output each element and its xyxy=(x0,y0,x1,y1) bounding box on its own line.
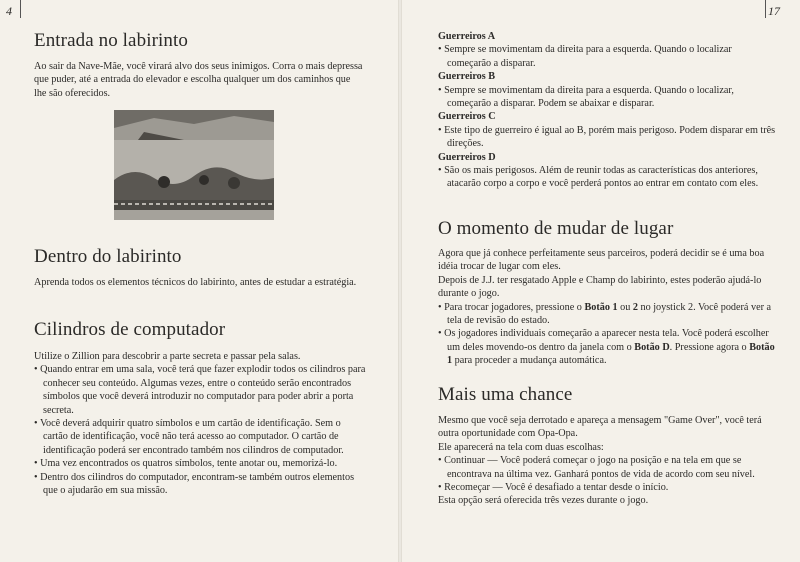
paragraph-cilindros xyxy=(34,350,366,497)
list-item: • Você deverá adquirir quatro símbolos e um cartão de identificação. Sem o cartão de identificação, você não terá acesso ao computador. O cartão de identificação poderá ser encontrado também nos cilindros de computador. xyxy=(34,418,344,456)
heading-cilindros: Cilindros de computador xyxy=(34,319,226,340)
right-page xyxy=(400,0,800,562)
game-scene-illustration xyxy=(114,110,274,220)
heading-dentro: Dentro do labirinto xyxy=(34,246,182,267)
warrior-c-title: Guerreiros C xyxy=(438,111,496,123)
page-number-rule-right xyxy=(765,0,766,18)
list-item: • Este tipo de guerreiro é igual ao B, porém mais perigoso. Podem disparar em três direções. xyxy=(438,124,776,150)
switch-intro-2: Depois de J.J. ter resgatado Apple e Champ do labirinto, estes poderão ajudá-lo durante o jogo. xyxy=(438,274,762,300)
chance-outro: Esta opção será oferecida três vezes durante o jogo. xyxy=(438,495,649,507)
cilindros-intro: Utilize o Zillion para descobrir a parte secreta e passar pela salas. xyxy=(34,351,301,362)
chance-intro-2: Ele aparecerá na tela com duas escolhas: xyxy=(438,441,604,453)
page-number-right: 17 xyxy=(768,4,780,18)
switch-intro-1: Agora que já conhece perfeitamente seus parceiros, poderá decidir se é uma boa idéia trocar de lugar com eles. xyxy=(438,248,765,273)
list-item: • Para trocar jogadores, pressione o Botão 1 ou 2 no joystick 2. Você poderá ver a tela de revisão do estado. xyxy=(438,301,772,327)
list-item: • Uma vez encontrados os quatros símbolos, tente anotar ou, memorizá-lo. xyxy=(34,458,338,470)
entrada-body: Ao sair da Nave-Mãe, você virará alvo dos seus inimigos. Corra o mais depressa que puder, até a entrada do elevador e escolha qualquer um dos caminhos que lhe são oferecidos. xyxy=(34,61,363,99)
heading-entrada: Entrada no labirinto xyxy=(34,30,188,51)
list-item: • Os jogadores individuais começarão a aparecer nesta tela. Você poderá escolher um deles movendo-os dentro da janela com o Botão D. Pressione agora o Botão 1 para proceder a mudança automática. xyxy=(438,328,775,367)
list-item: • Quando entrar em uma sala, você terá que fazer explodir todos os cilindros para conhecer seu conteúdo. Algumas vezes, entre o conteúdo serão encontrados símbolos que você deverá introduzir no computador para poder abrir a porta secreta. xyxy=(34,364,366,416)
page-number-left: 4 xyxy=(6,4,12,18)
list-item: • Sempre se movimentam da direita para a esquerda. Quando o localizar começarão a disparar. xyxy=(438,44,732,69)
game-screenshot-image xyxy=(114,110,274,220)
paragraph-entrada xyxy=(34,60,364,100)
list-item: • Continuar — Você poderá começar o jogo na posição e na tela em que se encontrava na última vez. Ganhará pontos de vida de acordo com seu nível. xyxy=(438,455,755,480)
paragraph-mais-chance xyxy=(438,414,778,508)
list-item: • Dentro dos cilindros do computador, encontram-se também outros elementos que o ajudarão em sua missão. xyxy=(34,471,355,497)
warrior-d-title: Guerreiros D xyxy=(438,151,496,163)
warrior-b-title: Guerreiros B xyxy=(438,71,496,83)
paragraph-mudar-lugar xyxy=(438,247,778,368)
page-number-rule-left xyxy=(20,0,21,18)
list-item: • Recomeçar — Você é desafiado a tentar desde o início. xyxy=(438,482,669,494)
warriors-list xyxy=(438,30,778,191)
list-item: • Sempre se movimentam da direita para a esquerda. Quando o localizar, começarão a disparar. Podem se abaixar e disparar. xyxy=(438,84,734,110)
list-item: • São os mais perigosos. Além de reunir todas as características dos anteriores, atacarão corpo a corpo e você perderá pontos ao entrar em contato com eles. xyxy=(438,165,759,190)
warrior-a-title: Guerreiros A xyxy=(438,31,496,42)
dentro-body: Aprenda todos os elementos técnicos do labirinto, antes de estudar a estratégia. xyxy=(34,277,357,288)
paragraph-dentro xyxy=(34,276,364,289)
chance-intro-1: Mesmo que você seja derrotado e apareça a mensagem "Game Over", você terá outra oportunidade com Opa-Opa. xyxy=(438,415,762,440)
heading-mudar-lugar: O momento de mudar de lugar xyxy=(438,218,674,239)
heading-mais-chance: Mais uma chance xyxy=(438,384,573,405)
